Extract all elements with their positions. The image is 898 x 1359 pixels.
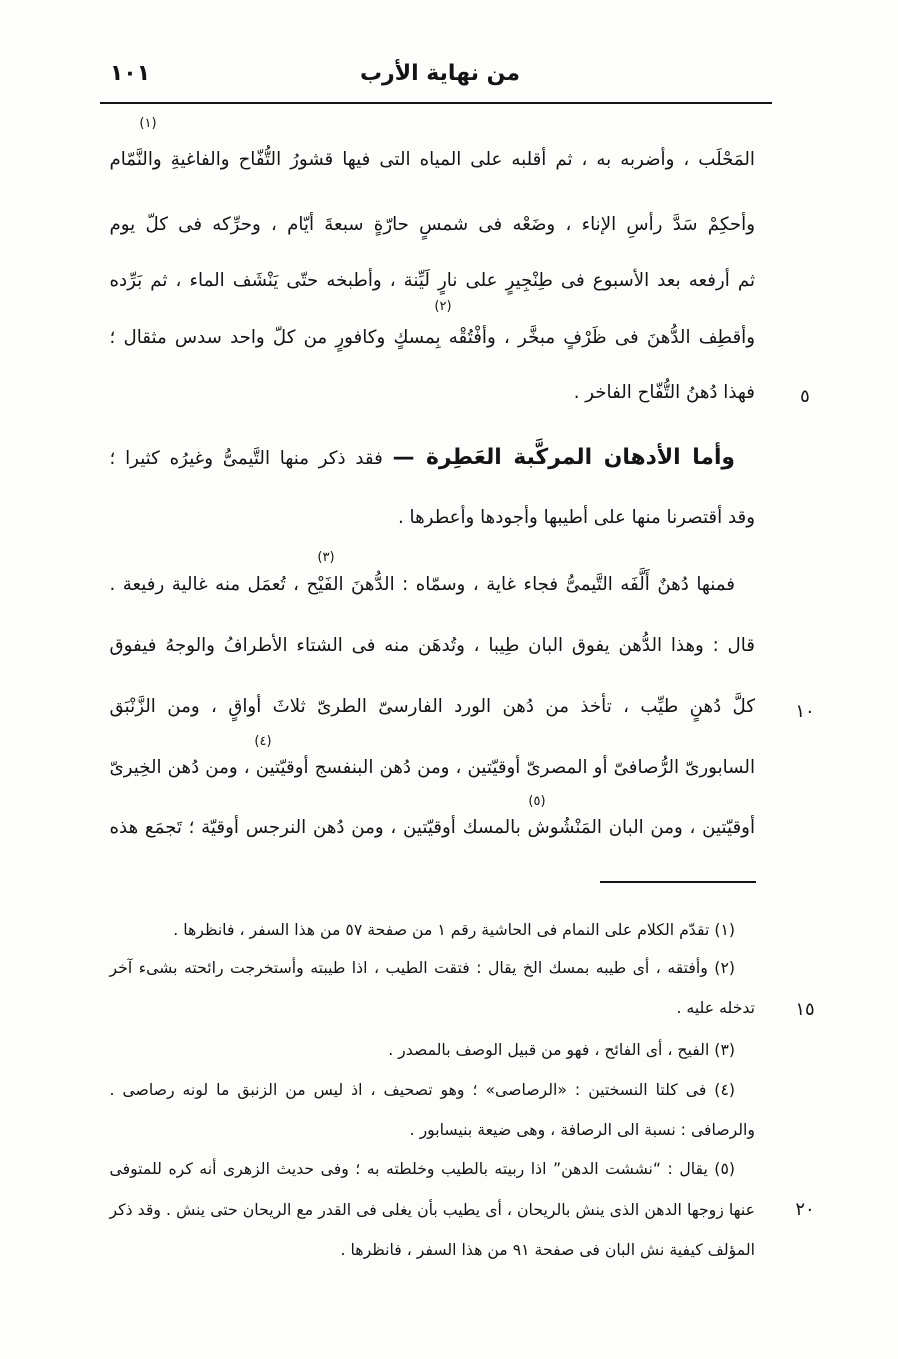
- body-line-text: المَحْلَب ، وأضربه به ، ثم أقلبه على المياه التى فيها قشورُ التُّفّاح والفاغيةِ والنَّمّام: [109, 149, 755, 170]
- body-line-text: فهذا دُهنُ التُّفّاح الفاخر .: [573, 382, 755, 403]
- section-heading-line: [108, 433, 735, 483]
- body-line: [108, 621, 755, 671]
- margin-line-number: ١٠: [795, 701, 815, 722]
- running-header-title: من نهاية الأرب: [359, 61, 521, 86]
- section-heading: وأما الأدهان المركَّبة العَطِرة —: [392, 445, 735, 470]
- footnote-line: [108, 1192, 755, 1228]
- body-line-text: كلَّ دُهنٍ طيِّب ، تأخذ من دُهن الورد الفارسىّ الطرىّ ثلاثَ أواقٍ ، ومن الزَّنْبَق: [109, 696, 755, 717]
- body-line: [108, 493, 755, 543]
- section-heading-line-text: [110, 433, 735, 483]
- body-line: [108, 368, 755, 418]
- body-line-text: السابورىّ الرُّصافىّ أو المصرىّ أوقيّتين ، ومن دُهن البنفسج أوقيّتين ، ومن دُهن الخِيرىّ: [109, 757, 755, 778]
- footnote-marker: (٥): [528, 794, 546, 809]
- margin-line-number: ٢٠: [795, 1199, 815, 1220]
- footnote-line-text: تدخله عليه .: [676, 998, 755, 1017]
- body-line: [108, 135, 755, 185]
- body-line: [108, 743, 755, 793]
- footnote-line: [108, 950, 735, 986]
- footnote-line: [108, 990, 755, 1026]
- body-line-text: قال : وهذا الدُّهن يفوق البان طِيبا ، وتُدهَن منه فى الشتاء الأطرافُ والوجهُ فيفوق: [109, 635, 755, 656]
- body-line-text: أوقيّتين ، ومن البان المَنْشُوش بالمسك أوقيّتين ، ومن دُهن النرجس أوقيّة ؛ تَجمَع هذه: [109, 817, 755, 838]
- footnote-line-text: (٣) الفيح ، أى الفائح ، فهو من قبيل الوصف بالمصدر .: [388, 1040, 735, 1059]
- footnote-line: [108, 912, 735, 948]
- footnote-line-text: (١) تقدّم الكلام على النمام فى الحاشية رقم ١ من صفحة ٥٧ من هذا السفر ، فانظرها .: [173, 920, 735, 939]
- body-line: [108, 560, 735, 610]
- footnote-line: [108, 1072, 735, 1108]
- margin-line-number: ٥: [800, 386, 810, 407]
- footnote-line-text: (٢) وأفتقه ، أى طيبه بمسك الخ يقال : فتقت الطيب ، اذا طيبته وأستخرجت رائحته بشىء آخر: [109, 958, 735, 977]
- footnote-line-text: (٤) فى كلتا النسختين : «الرصاصى» ؛ وهو تصحيف ، اذ ليس من الزنبق ما لونه رصاصى .: [109, 1080, 735, 1099]
- body-line-text: وأحكِمْ سَدَّ رأسِ الإناء ، وضَعْه فى شمسٍ حارّةٍ سبعةَ أيّام ، وحرِّكه فى كلّ يوم: [109, 214, 755, 235]
- body-line-text: ثم أرفعه بعد الأسبوع فى طِنْجِيرٍ على نارٍ لَيِّنة ، وأطبخه حتّى يَنْشَف الماء ، ثم بَرِّده: [109, 270, 755, 291]
- page-number: ١٠١: [109, 61, 151, 86]
- body-line-text: فقد ذكر منها التَّيمىُّ وغيرُه كثيرا ؛: [109, 448, 383, 469]
- footnote-line-text: المؤلف كيفية نش البان فى صفحة ٩١ من هذا السفر ، فانظرها .: [340, 1240, 755, 1259]
- body-line: [108, 803, 755, 853]
- body-line: [108, 200, 755, 250]
- header-rule: [100, 102, 772, 104]
- margin-line-number: ١٥: [795, 999, 815, 1020]
- body-line-text: وأقطِف الدُّهنَ فى ظَرْفٍ مبخَّر ، وأفْتُقْه بِمسكٍ وكافورٍ من كلّ واحد سدس مثقال ؛: [109, 327, 755, 348]
- footnote-marker: (٣): [317, 550, 335, 565]
- body-line: [108, 313, 755, 363]
- footnote-line-text: والرصافى : نسبة الى الرصافة ، وهى ضيعة بنيسابور .: [409, 1120, 755, 1139]
- footnote-line: [108, 1112, 755, 1148]
- footnote-line-text: عنها زوجها الدهن الذى ينش بالريحان ، أى يطيب بأن يغلى فى القدر مع الريحان حتى ينش . وقد ذكر: [109, 1200, 755, 1219]
- footnote-marker: (٤): [254, 734, 272, 749]
- body-line-text: وقد أقتصرنا منها على أطيبها وأجودها وأعطرها .: [397, 507, 755, 528]
- footnote-line: [108, 1032, 735, 1068]
- footnote-line: [108, 1151, 735, 1187]
- footnote-marker: (٢): [434, 299, 452, 314]
- body-line-text: فمنها دُهنٌ أَلَّفَه التَّيمىُّ فجاء غاية ، وسمّاه : الدُّهنَ الفَيْح ، تُعمَل منه غالية رفيعة .: [109, 574, 735, 595]
- footnote-line-text: (٥) يقال : “نششت الدهن” اذا ربيته بالطيب وخلطته به ؛ وفى حديث الزهرى أنه كره للمتوفى: [109, 1159, 735, 1178]
- footnote-line: [108, 1232, 755, 1268]
- body-line: [108, 682, 755, 732]
- footnote-separator: [600, 881, 756, 883]
- footnote-marker: (١): [139, 116, 157, 131]
